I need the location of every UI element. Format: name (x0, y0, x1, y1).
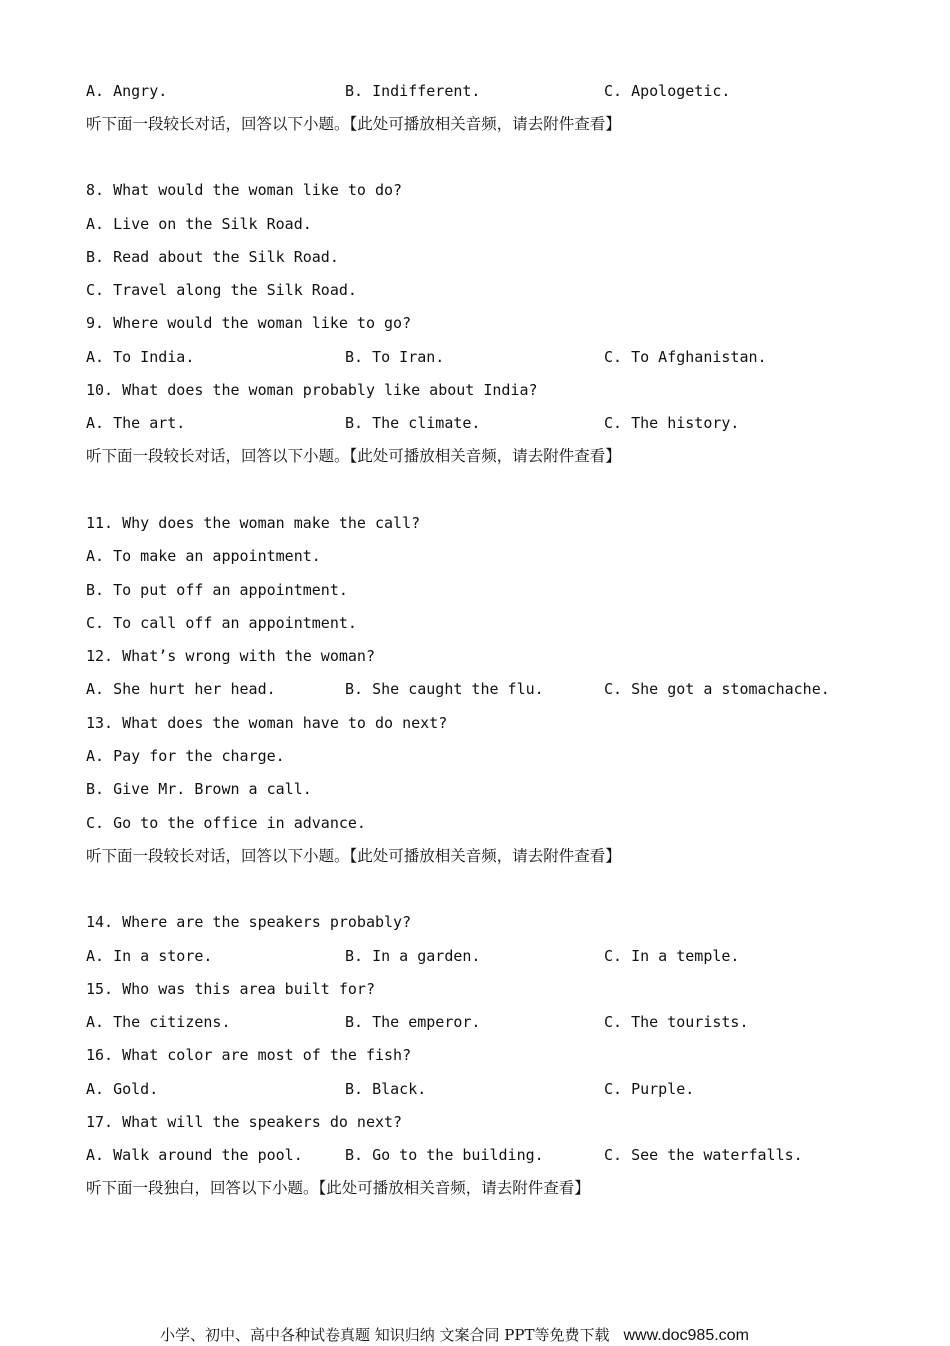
q10-option-a: A. The art. (86, 414, 186, 432)
q14-option-c: C. In a temple. (604, 947, 740, 965)
q16-option-c: C. Purple. (604, 1080, 695, 1098)
question-15: 15. Who was this area built for? (86, 980, 375, 998)
q17-option-c: C. See the waterfalls. (604, 1146, 803, 1164)
q9-option-c: C. To Afghanistan. (604, 348, 767, 366)
monologue-instruction: 听下面一段独白，回答以下小题。【此处可播放相关音频，请去附件查看】 (86, 1179, 590, 1197)
listening-instruction: 听下面一段较长对话，回答以下小题。【此处可播放相关音频，请去附件查看】 (86, 447, 621, 465)
question-16: 16. What color are most of the fish? (86, 1046, 412, 1064)
question-13: 13. What does the woman have to do next? (86, 714, 448, 732)
q9-option-a: A. To India. (86, 348, 195, 366)
q15-option-a: A. The citizens. (86, 1013, 231, 1031)
q16-option-b: B. Black. (345, 1080, 427, 1098)
q11-option-c: C. To call off an appointment. (86, 614, 357, 632)
q12-option-c: C. She got a stomachache. (604, 680, 830, 698)
q12-option-a: A. She hurt her head. (86, 680, 276, 698)
listening-instruction: 听下面一段较长对话，回答以下小题。【此处可播放相关音频，请去附件查看】 (86, 847, 621, 865)
page-footer (160, 1325, 749, 1346)
q11-option-a: A. To make an appointment. (86, 547, 321, 565)
q13-option-c: C. Go to the office in advance. (86, 814, 366, 832)
listening-instruction: 听下面一段较长对话，回答以下小题。【此处可播放相关音频，请去附件查看】 (86, 115, 621, 133)
question-17: 17. What will the speakers do next? (86, 1113, 403, 1131)
q13-option-a: A. Pay for the charge. (86, 747, 285, 765)
q17-option-b: B. Go to the building. (345, 1146, 544, 1164)
q10-option-b: B. The climate. (345, 414, 481, 432)
q15-option-b: B. The emperor. (345, 1013, 481, 1031)
option-a: A. Angry. (86, 82, 168, 100)
question-12: 12. What’s wrong with the woman? (86, 647, 375, 665)
q10-option-c: C. The history. (604, 414, 740, 432)
q14-option-b: B. In a garden. (345, 947, 481, 965)
q16-option-a: A. Gold. (86, 1080, 159, 1098)
q17-option-a: A. Walk around the pool. (86, 1146, 303, 1164)
footer-text: 小学、初中、高中各种试卷真题 知识归纳 文案合同 PPT等免费下载 (160, 1326, 610, 1344)
question-14: 14. Where are the speakers probably? (86, 913, 412, 931)
q9-option-b: B. To Iran. (345, 348, 445, 366)
q12-option-b: B. She caught the flu. (345, 680, 544, 698)
q13-option-b: B. Give Mr. Brown a call. (86, 780, 312, 798)
question-9: 9. Where would the woman like to go? (86, 314, 412, 332)
question-11: 11. Why does the woman make the call? (86, 514, 421, 532)
q8-option-a: A. Live on the Silk Road. (86, 215, 312, 233)
question-10: 10. What does the woman probably like about India? (86, 381, 538, 399)
option-b: B. Indifferent. (345, 82, 481, 100)
q11-option-b: B. To put off an appointment. (86, 581, 348, 599)
q8-option-c: C. Travel along the Silk Road. (86, 281, 357, 299)
option-c: C. Apologetic. (604, 82, 731, 100)
footer-url[interactable]: www.doc985.com (623, 1327, 749, 1344)
q8-option-b: B. Read about the Silk Road. (86, 248, 339, 266)
q15-option-c: C. The tourists. (604, 1013, 749, 1031)
q14-option-a: A. In a store. (86, 947, 213, 965)
question-8: 8. What would the woman like to do? (86, 181, 403, 199)
